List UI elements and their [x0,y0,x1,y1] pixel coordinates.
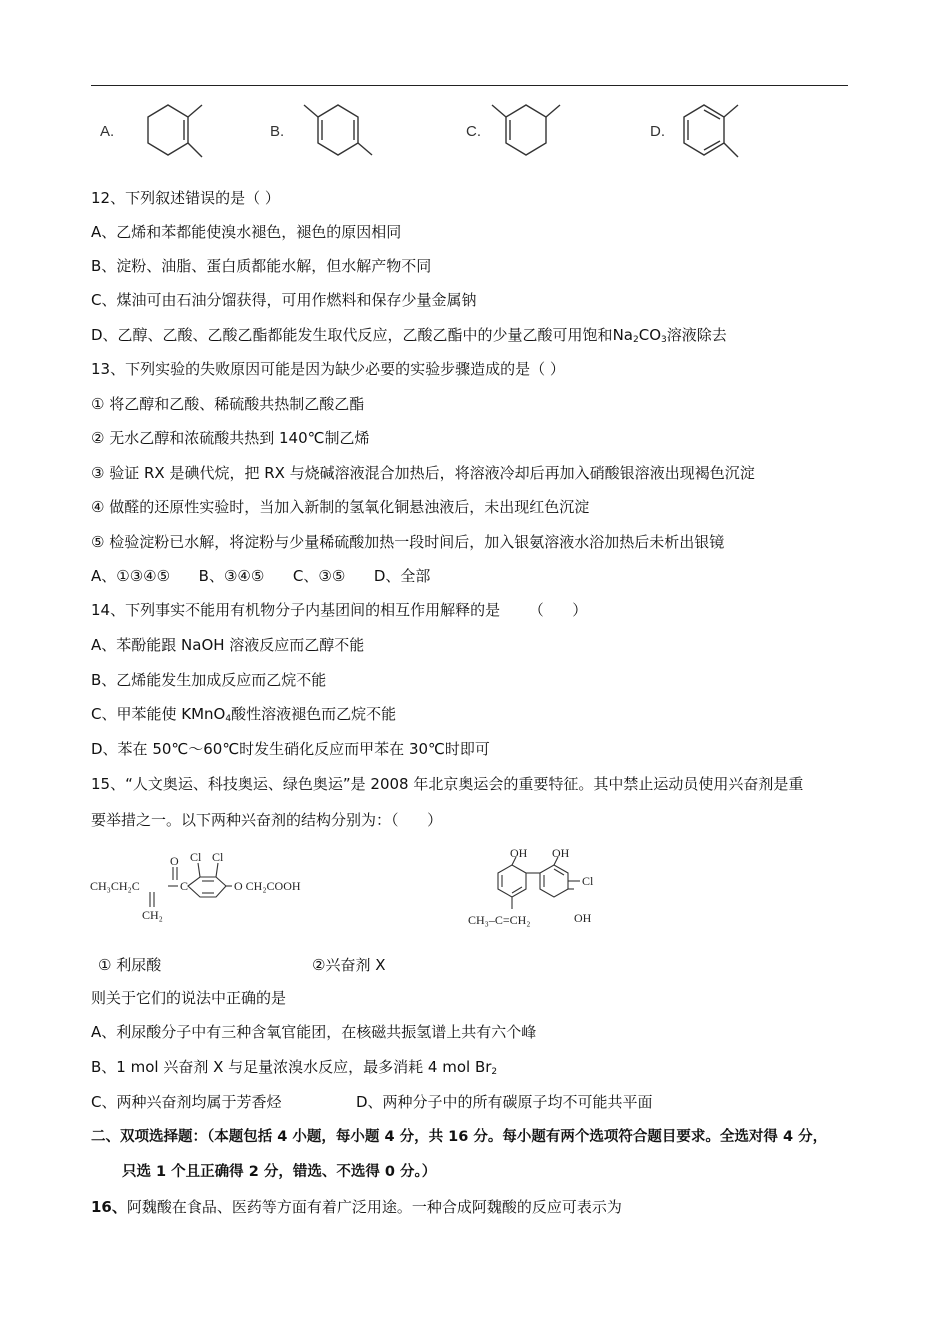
q12-stem: 12、下列叙述错误的是（ ） [91,189,280,207]
s2-oh1: OH [510,846,528,860]
q15-b-sub: 2 [491,1067,498,1077]
q15-option-b [91,1057,497,1082]
q15-lead: 则关于它们的说法中正确的是 [91,989,287,1007]
q14-option-b: B、乙烯能发生加成反应而乙烷不能 [91,671,327,689]
q12-option-b: B、淀粉、油脂、蛋白质都能水解，但水解产物不同 [91,257,432,275]
q12-option-a: A、乙烯和苯都能使溴水褪色，褪色的原因相同 [91,223,402,241]
q15-stem-1: 15、“人文奥运、科技奥运、绿色奥运”是 2008 年北京奥运会的重要特征。其中禁止运动员使用兴奋剂是重 [91,775,804,793]
option-d-label: D. [650,123,665,140]
q15-stem-2: 要举措之一。以下两种兴奋剂的结构分别为：（ ） [91,811,443,829]
q15-structures [80,845,640,935]
q12-d-co: CO [638,326,661,344]
q13-item-3: ③ 验证 RX 是碘代烷，把 RX 与烧碱溶液混合加热后，将溶液冷却后再加入硝酸银溶液出现褐色沉淀 [91,464,755,482]
q12-d-sub2: 3 [661,335,667,345]
q14-c-pre: C、甲苯能使 KMnO [91,705,226,723]
s2-oh2: OH [552,846,570,860]
q13-item-1: ① 将乙醇和乙酸、稀硫酸共热制乙酸乙酯 [91,395,365,413]
section2-heading-1: 二、双项选择题：（本题包括 4 小题，每小题 4 分，共 16 分。每小题有两个选项符合题目要求。全选对得 4 分， [91,1129,828,1145]
q13-item-5: ⑤ 检验淀粉已水解，将淀粉与少量稀硫酸加热一段时间后，加入银氨溶液水浴加热后未析出银镜 [91,533,725,551]
option-c-label: C. [466,123,481,140]
q14-c-sub: 4 [225,714,232,724]
q13-choices: A、①③④⑤ B、③④⑤ C、③⑤ D、全部 [91,567,431,585]
q12-d-post: 溶液除去 [666,326,727,344]
option-b-label: B. [270,123,285,140]
s1-ch2: CH₂ [142,908,163,922]
s1-o: O [170,854,179,868]
q14-option-c [91,704,396,729]
q14-c-post: 酸性溶液褪色而乙烷不能 [231,705,397,723]
q15-b-pre: B、1 mol 兴奋剂 X 与足量浓溴水反应，最多消耗 4 mol Br [91,1058,492,1076]
q14-option-d: D、苯在 50℃～60℃时发生硝化反应而甲苯在 30℃时即可 [91,740,490,758]
q13-item-4: ④ 做醛的还原性实验时，当加入新制的氢氧化铜悬浊液后，未出现红色沉淀 [91,498,590,516]
q14-stem: 14、下列事实不能用有机物分子内基团间的相互作用解释的是 （ ） [91,601,588,619]
q12-d-pre: D、乙醇、乙酸、乙酸乙酯都能发生取代反应，乙酸乙酯中的少量乙酸可用饱和 [91,326,613,344]
q16-text: 阿魏酸在食品、医药等方面有着广泛用途。一种合成阿魏酸的反应可表示为 [126,1198,622,1216]
xylene-d-diagram [676,95,786,175]
header-rule [91,85,848,86]
cyclohexene-a-diagram [128,95,228,175]
q15-option-a: A、利尿酸分子中有三种含氧官能团，在核磁共振氢谱上共有六个峰 [91,1023,537,1041]
q15-caption-2: ②兴奋剂 X [312,956,386,974]
q15-option-c: C、两种兴奋剂均属于芳香烃 [91,1093,282,1111]
option-a-label: A. [100,123,115,140]
q12-d-sub1: 2 [632,335,639,345]
q15-caption-1: ① 利尿酸 [98,956,162,974]
q12-d-na: Na [612,326,633,344]
s1-right: O CH₂COOH [234,879,301,893]
structures-diagram [80,845,640,935]
q11-options [0,95,950,175]
q13-item-2: ② 无水乙醇和浓硫酸共热到 140℃制乙烯 [91,429,370,447]
s1-cl1: Cl [190,850,202,864]
q12-option-d [91,325,727,350]
q15-option-d: D、两种分子中的所有碳原子均不可能共平面 [356,1093,653,1111]
s2-bottom: CH₃–C=CH₂ [468,913,531,927]
s1-cl2: Cl [212,850,224,864]
q16-stem [91,1197,622,1217]
s2-oh3: OH [574,911,592,925]
q16-num: 16、 [91,1198,127,1216]
s1-left: CH₃CH₂C [90,879,140,893]
section2-heading-2: 只选 1 个且正确得 2 分，错选、不选得 0 分。） [122,1164,437,1180]
s1-c: C [180,879,189,893]
s2-cl: Cl [582,874,594,888]
cyclohexadiene-b-diagram [290,95,400,175]
q14-option-a: A、苯酚能跟 NaOH 溶液反应而乙醇不能 [91,636,365,654]
cyclohexene-c-diagram [478,95,588,175]
q13-stem: 13、下列实验的失败原因可能是因为缺少必要的实验步骤造成的是（ ） [91,360,565,378]
q12-option-c: C、煤油可由石油分馏获得，可用作燃料和保存少量金属钠 [91,291,477,309]
